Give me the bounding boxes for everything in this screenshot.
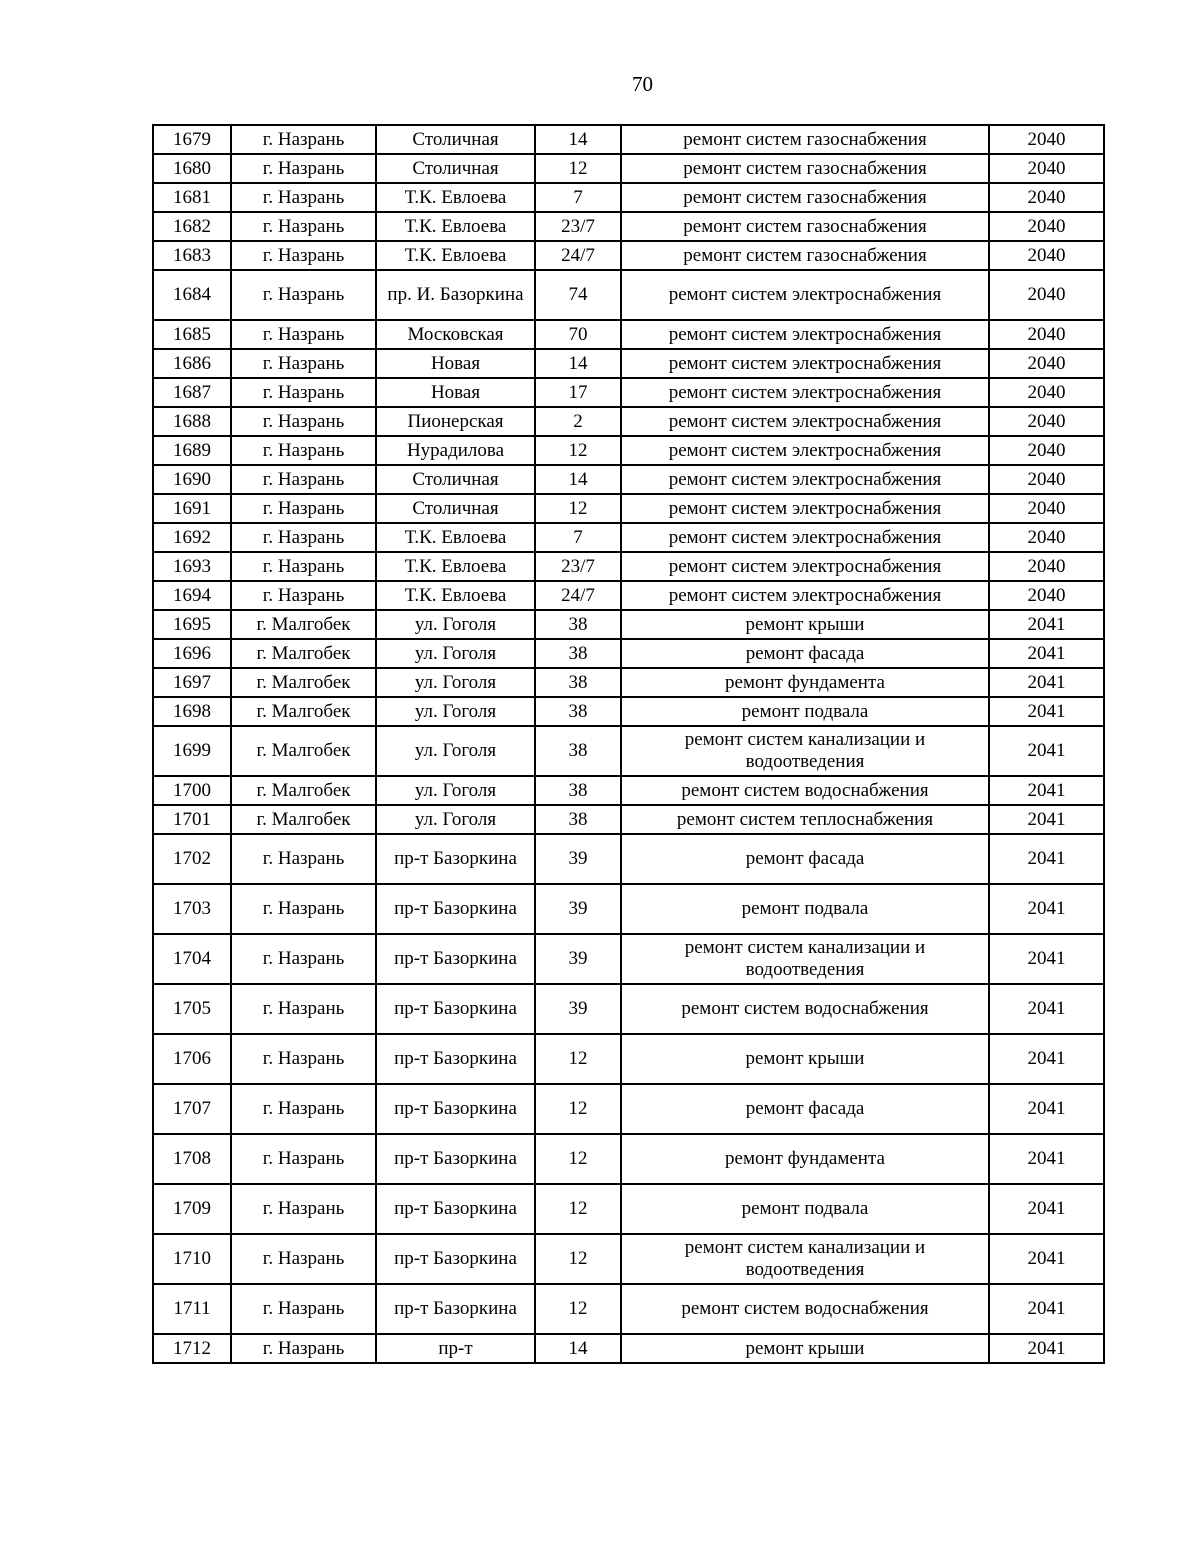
table-row: [153, 934, 1104, 984]
row-number-cell: 1680: [153, 154, 231, 183]
year-cell: 2040: [989, 494, 1104, 523]
table-row: [153, 610, 1104, 639]
street-cell: пр-т Базоркина: [376, 1284, 535, 1334]
work-type-cell: ремонт фундамента: [621, 1134, 989, 1184]
work-type-cell: ремонт систем газоснабжения: [621, 125, 989, 154]
work-type-cell: ремонт систем водоснабжения: [621, 1284, 989, 1334]
row-number-cell: 1688: [153, 407, 231, 436]
city-cell: г. Назрань: [231, 378, 376, 407]
work-type-cell: ремонт крыши: [621, 1334, 989, 1363]
work-type-cell: ремонт подвала: [621, 697, 989, 726]
street-cell: пр-т Базоркина: [376, 884, 535, 934]
row-number-cell: 1684: [153, 270, 231, 320]
city-cell: г. Назрань: [231, 1084, 376, 1134]
row-number-cell: 1679: [153, 125, 231, 154]
row-number-cell: 1706: [153, 1034, 231, 1084]
city-cell: г. Малгобек: [231, 776, 376, 805]
work-type-cell: ремонт систем газоснабжения: [621, 154, 989, 183]
street-cell: ул. Гоголя: [376, 776, 535, 805]
city-cell: г. Назрань: [231, 494, 376, 523]
table-row: [153, 436, 1104, 465]
city-cell: г. Назрань: [231, 407, 376, 436]
house-number-cell: 12: [535, 1134, 621, 1184]
work-type-cell: ремонт систем электроснабжения: [621, 407, 989, 436]
year-cell: 2040: [989, 125, 1104, 154]
work-type-cell: ремонт систем водоснабжения: [621, 776, 989, 805]
year-cell: 2041: [989, 1134, 1104, 1184]
table-row: [153, 241, 1104, 270]
street-cell: пр-т Базоркина: [376, 1234, 535, 1284]
house-number-cell: 12: [535, 1284, 621, 1334]
house-number-cell: 17: [535, 378, 621, 407]
table-row: [153, 378, 1104, 407]
row-number-cell: 1700: [153, 776, 231, 805]
work-type-cell: ремонт систем теплоснабжения: [621, 805, 989, 834]
street-cell: пр-т Базоркина: [376, 1034, 535, 1084]
table-row: [153, 407, 1104, 436]
row-number-cell: 1699: [153, 726, 231, 776]
table-row: [153, 776, 1104, 805]
city-cell: г. Малгобек: [231, 668, 376, 697]
work-type-cell: ремонт систем канализации и водоотведения: [621, 726, 989, 776]
city-cell: г. Назрань: [231, 581, 376, 610]
table-row: [153, 320, 1104, 349]
row-number-cell: 1708: [153, 1134, 231, 1184]
house-number-cell: 38: [535, 697, 621, 726]
city-cell: г. Назрань: [231, 1034, 376, 1084]
city-cell: г. Назрань: [231, 834, 376, 884]
house-number-cell: 12: [535, 436, 621, 465]
house-number-cell: 23/7: [535, 552, 621, 581]
year-cell: 2041: [989, 1084, 1104, 1134]
street-cell: Т.К. Евлоева: [376, 581, 535, 610]
work-type-cell: ремонт систем газоснабжения: [621, 241, 989, 270]
year-cell: 2041: [989, 1334, 1104, 1363]
house-number-cell: 39: [535, 884, 621, 934]
street-cell: Пионерская: [376, 407, 535, 436]
table-row: [153, 183, 1104, 212]
work-type-cell: ремонт систем электроснабжения: [621, 320, 989, 349]
row-number-cell: 1694: [153, 581, 231, 610]
work-type-cell: ремонт систем электроснабжения: [621, 494, 989, 523]
city-cell: г. Назрань: [231, 1134, 376, 1184]
work-type-cell: ремонт подвала: [621, 884, 989, 934]
city-cell: г. Назрань: [231, 523, 376, 552]
table-row: [153, 1334, 1104, 1363]
row-number-cell: 1707: [153, 1084, 231, 1134]
street-cell: Т.К. Евлоева: [376, 523, 535, 552]
street-cell: ул. Гоголя: [376, 668, 535, 697]
house-number-cell: 38: [535, 639, 621, 668]
work-type-cell: ремонт систем электроснабжения: [621, 552, 989, 581]
street-cell: ул. Гоголя: [376, 639, 535, 668]
row-number-cell: 1687: [153, 378, 231, 407]
row-number-cell: 1685: [153, 320, 231, 349]
work-type-cell: ремонт систем электроснабжения: [621, 523, 989, 552]
house-number-cell: 7: [535, 523, 621, 552]
table-body: [153, 125, 1104, 1363]
row-number-cell: 1711: [153, 1284, 231, 1334]
page-number: 70: [632, 72, 653, 96]
house-number-cell: 14: [535, 349, 621, 378]
street-cell: Т.К. Евлоева: [376, 212, 535, 241]
table-row: [153, 1134, 1104, 1184]
work-type-cell: ремонт систем электроснабжения: [621, 270, 989, 320]
table-row: [153, 552, 1104, 581]
city-cell: г. Назрань: [231, 934, 376, 984]
row-number-cell: 1696: [153, 639, 231, 668]
work-type-cell: ремонт систем канализации и водоотведения: [621, 1234, 989, 1284]
city-cell: г. Назрань: [231, 1334, 376, 1363]
year-cell: 2041: [989, 639, 1104, 668]
table-row: [153, 494, 1104, 523]
row-number-cell: 1682: [153, 212, 231, 241]
work-type-cell: ремонт крыши: [621, 610, 989, 639]
row-number-cell: 1712: [153, 1334, 231, 1363]
table-row: [153, 805, 1104, 834]
row-number-cell: 1698: [153, 697, 231, 726]
table-row: [153, 1234, 1104, 1284]
house-number-cell: 39: [535, 984, 621, 1034]
city-cell: г. Назрань: [231, 270, 376, 320]
work-type-cell: ремонт систем электроснабжения: [621, 436, 989, 465]
repair-schedule-table: [152, 124, 1105, 1364]
row-number-cell: 1683: [153, 241, 231, 270]
year-cell: 2040: [989, 320, 1104, 349]
table-row: [153, 1034, 1104, 1084]
year-cell: 2040: [989, 465, 1104, 494]
work-type-cell: ремонт систем электроснабжения: [621, 581, 989, 610]
table-row: [153, 668, 1104, 697]
street-cell: пр-т Базоркина: [376, 834, 535, 884]
city-cell: г. Назрань: [231, 552, 376, 581]
work-type-cell: ремонт систем газоснабжения: [621, 212, 989, 241]
table-row: [153, 697, 1104, 726]
house-number-cell: 12: [535, 494, 621, 523]
work-type-cell: ремонт фасада: [621, 834, 989, 884]
year-cell: 2041: [989, 984, 1104, 1034]
year-cell: 2041: [989, 776, 1104, 805]
table-row: [153, 270, 1104, 320]
year-cell: 2041: [989, 834, 1104, 884]
house-number-cell: 70: [535, 320, 621, 349]
street-cell: ул. Гоголя: [376, 805, 535, 834]
table-row: [153, 984, 1104, 1034]
row-number-cell: 1681: [153, 183, 231, 212]
street-cell: Т.К. Евлоева: [376, 183, 535, 212]
house-number-cell: 12: [535, 154, 621, 183]
row-number-cell: 1689: [153, 436, 231, 465]
street-cell: пр-т Базоркина: [376, 934, 535, 984]
year-cell: 2040: [989, 581, 1104, 610]
work-type-cell: ремонт систем электроснабжения: [621, 465, 989, 494]
street-cell: ул. Гоголя: [376, 610, 535, 639]
table-row: [153, 581, 1104, 610]
street-cell: пр. И. Базоркина: [376, 270, 535, 320]
table-row: [153, 834, 1104, 884]
year-cell: 2041: [989, 934, 1104, 984]
work-type-cell: ремонт систем водоснабжения: [621, 984, 989, 1034]
house-number-cell: 38: [535, 726, 621, 776]
city-cell: г. Назрань: [231, 465, 376, 494]
year-cell: 2040: [989, 212, 1104, 241]
year-cell: 2041: [989, 1234, 1104, 1284]
street-cell: Московская: [376, 320, 535, 349]
city-cell: г. Назрань: [231, 1184, 376, 1234]
row-number-cell: 1695: [153, 610, 231, 639]
year-cell: 2040: [989, 270, 1104, 320]
row-number-cell: 1693: [153, 552, 231, 581]
year-cell: 2041: [989, 1034, 1104, 1084]
year-cell: 2040: [989, 523, 1104, 552]
street-cell: Столичная: [376, 125, 535, 154]
row-number-cell: 1702: [153, 834, 231, 884]
street-cell: пр-т Базоркина: [376, 1084, 535, 1134]
table-row: [153, 1284, 1104, 1334]
house-number-cell: 39: [535, 834, 621, 884]
house-number-cell: 14: [535, 125, 621, 154]
house-number-cell: 24/7: [535, 241, 621, 270]
house-number-cell: 38: [535, 776, 621, 805]
street-cell: ул. Гоголя: [376, 697, 535, 726]
row-number-cell: 1703: [153, 884, 231, 934]
street-cell: пр-т Базоркина: [376, 1184, 535, 1234]
table-row: [153, 1184, 1104, 1234]
year-cell: 2040: [989, 378, 1104, 407]
city-cell: г. Малгобек: [231, 610, 376, 639]
work-type-cell: ремонт систем электроснабжения: [621, 378, 989, 407]
house-number-cell: 2: [535, 407, 621, 436]
row-number-cell: 1710: [153, 1234, 231, 1284]
year-cell: 2041: [989, 1184, 1104, 1234]
table-row: [153, 125, 1104, 154]
table-row: [153, 465, 1104, 494]
work-type-cell: ремонт фундамента: [621, 668, 989, 697]
year-cell: 2040: [989, 436, 1104, 465]
city-cell: г. Назрань: [231, 125, 376, 154]
year-cell: 2040: [989, 552, 1104, 581]
house-number-cell: 12: [535, 1234, 621, 1284]
year-cell: 2040: [989, 183, 1104, 212]
city-cell: г. Назрань: [231, 436, 376, 465]
house-number-cell: 12: [535, 1184, 621, 1234]
city-cell: г. Назрань: [231, 884, 376, 934]
table-row: [153, 726, 1104, 776]
row-number-cell: 1691: [153, 494, 231, 523]
work-type-cell: ремонт фасада: [621, 639, 989, 668]
house-number-cell: 7: [535, 183, 621, 212]
house-number-cell: 38: [535, 610, 621, 639]
city-cell: г. Назрань: [231, 320, 376, 349]
house-number-cell: 23/7: [535, 212, 621, 241]
house-number-cell: 74: [535, 270, 621, 320]
table-row: [153, 884, 1104, 934]
year-cell: 2041: [989, 1284, 1104, 1334]
street-cell: Т.К. Евлоева: [376, 241, 535, 270]
street-cell: Т.К. Евлоева: [376, 552, 535, 581]
house-number-cell: 38: [535, 668, 621, 697]
table-row: [153, 639, 1104, 668]
street-cell: Новая: [376, 349, 535, 378]
house-number-cell: 14: [535, 1334, 621, 1363]
street-cell: Нурадилова: [376, 436, 535, 465]
table-row: [153, 154, 1104, 183]
city-cell: г. Малгобек: [231, 639, 376, 668]
street-cell: Столичная: [376, 465, 535, 494]
house-number-cell: 24/7: [535, 581, 621, 610]
row-number-cell: 1701: [153, 805, 231, 834]
work-type-cell: ремонт крыши: [621, 1034, 989, 1084]
row-number-cell: 1705: [153, 984, 231, 1034]
city-cell: г. Назрань: [231, 349, 376, 378]
table-row: [153, 212, 1104, 241]
year-cell: 2041: [989, 884, 1104, 934]
year-cell: 2041: [989, 805, 1104, 834]
street-cell: пр-т Базоркина: [376, 984, 535, 1034]
work-type-cell: ремонт подвала: [621, 1184, 989, 1234]
year-cell: 2040: [989, 407, 1104, 436]
work-type-cell: ремонт систем канализации и водоотведения: [621, 934, 989, 984]
year-cell: 2041: [989, 697, 1104, 726]
row-number-cell: 1692: [153, 523, 231, 552]
city-cell: г. Малгобек: [231, 697, 376, 726]
city-cell: г. Назрань: [231, 212, 376, 241]
city-cell: г. Назрань: [231, 241, 376, 270]
house-number-cell: 39: [535, 934, 621, 984]
street-cell: Новая: [376, 378, 535, 407]
street-cell: пр-т: [376, 1334, 535, 1363]
year-cell: 2041: [989, 726, 1104, 776]
street-cell: ул. Гоголя: [376, 726, 535, 776]
row-number-cell: 1686: [153, 349, 231, 378]
street-cell: Столичная: [376, 494, 535, 523]
row-number-cell: 1709: [153, 1184, 231, 1234]
city-cell: г. Назрань: [231, 1284, 376, 1334]
row-number-cell: 1690: [153, 465, 231, 494]
house-number-cell: 12: [535, 1084, 621, 1134]
street-cell: Столичная: [376, 154, 535, 183]
table-row: [153, 1084, 1104, 1134]
year-cell: 2041: [989, 610, 1104, 639]
row-number-cell: 1697: [153, 668, 231, 697]
city-cell: г. Назрань: [231, 1234, 376, 1284]
house-number-cell: 12: [535, 1034, 621, 1084]
house-number-cell: 38: [535, 805, 621, 834]
work-type-cell: ремонт систем газоснабжения: [621, 183, 989, 212]
work-type-cell: ремонт систем электроснабжения: [621, 349, 989, 378]
year-cell: 2041: [989, 668, 1104, 697]
city-cell: г. Назрань: [231, 154, 376, 183]
year-cell: 2040: [989, 154, 1104, 183]
city-cell: г. Назрань: [231, 984, 376, 1034]
year-cell: 2040: [989, 349, 1104, 378]
city-cell: г. Малгобек: [231, 805, 376, 834]
table-row: [153, 523, 1104, 552]
row-number-cell: 1704: [153, 934, 231, 984]
work-type-cell: ремонт фасада: [621, 1084, 989, 1134]
city-cell: г. Малгобек: [231, 726, 376, 776]
city-cell: г. Назрань: [231, 183, 376, 212]
table-row: [153, 349, 1104, 378]
year-cell: 2040: [989, 241, 1104, 270]
house-number-cell: 14: [535, 465, 621, 494]
street-cell: пр-т Базоркина: [376, 1134, 535, 1184]
